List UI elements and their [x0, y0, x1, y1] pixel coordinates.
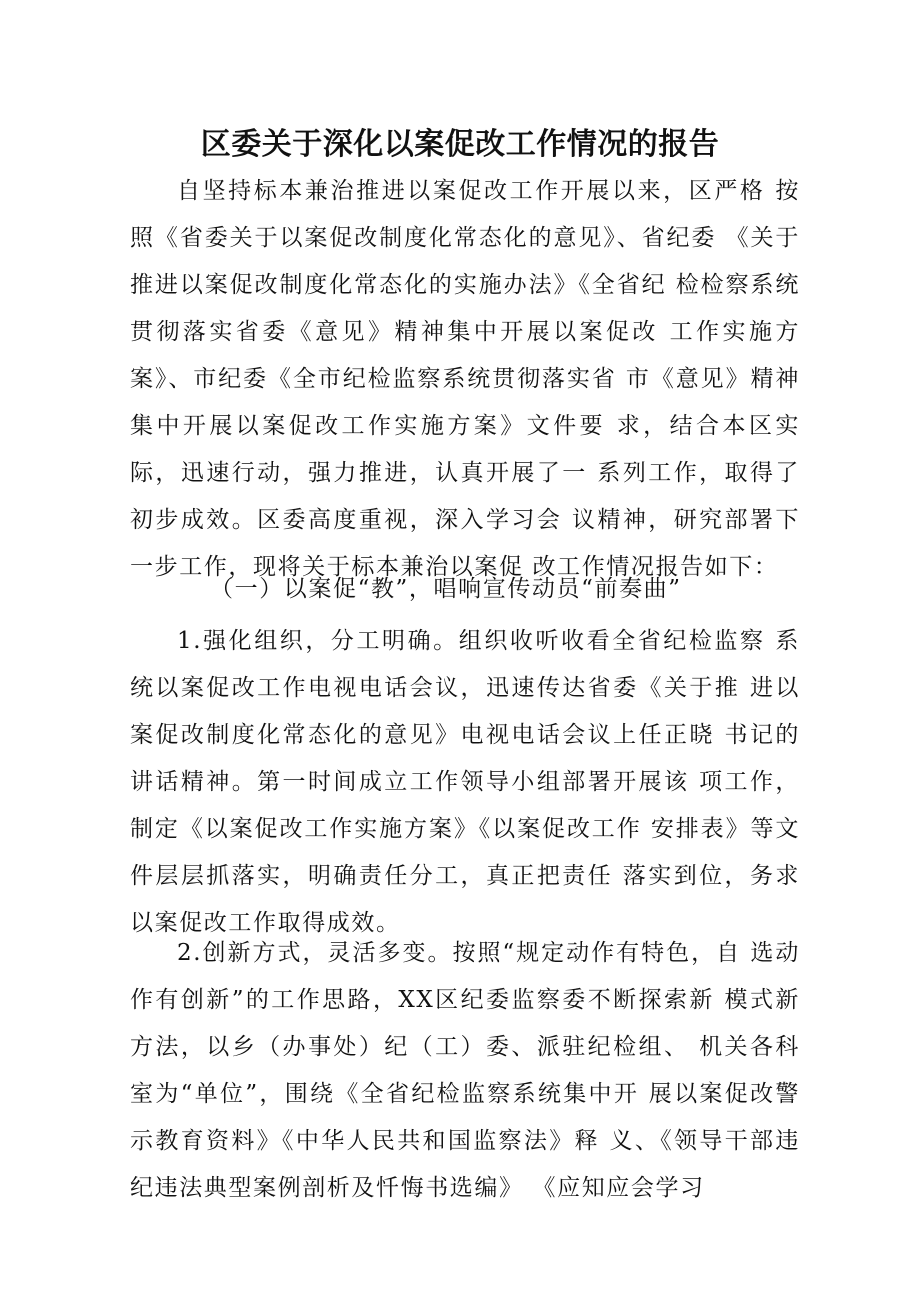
item-paragraph-2: 2.创新方式，灵活多变。按照“规定动作有特色，自 选动作有创新”的工作思路，XX区纪委监察委不断探索新 模式新方法，以乡（办事处）纪（工）委、派驻纪检组、 机关各科室为“单位”，围绕《全省纪检监察系统集中开 展以案促改警示教育资料》《中华人民共和国监察法》释 义、《领导干部违纪违法典型案例剖析及忏悔书选编》 《应知应会学习 [130, 940, 800, 1201]
section-heading: （一）以案促“教”，唱响宣传动员“前奏曲” [210, 576, 682, 602]
item-paragraph-1: 1.强化组织，分工明确。组织收听收看全省纪检监察 系统以案促改工作电视电话会议，迅速传达省委《关于推 进以案促改制度化常态化的意见》电视电话会议上任正晓 书记的讲话精神。第一时间成立工作领导小组部署开展该 项工作，制定《以案促改工作实施方案》《以案促改工作 安排表》等文件层层抓落实，明确责任分工，真正把责任 落实到位，务求以案促改工作取得成效。 [130, 628, 800, 936]
document-title: 区委关于深化以案促改工作情况的报告 [200, 127, 720, 162]
intro-paragraph: 自坚持标本兼治推进以案促改工作开展以来，区严格 按照《省委关于以案促改制度化常态化的意见》、省纪委 《关于推进以案促改制度化常态化的实施办法》《全省纪 检检察系统贯彻落实省委《意见》精神集中开展以案促改 工作实施方案》、市纪委《全市纪检监察系统贯彻落实省 市《意见》精神集中开展以案促改工作实施方案》文件要 求，结合本区实际，迅速行动，强力推进，认真开展了一 系列工作，取得了初步成效。区委高度重视，深入学习会 议精神，研究部署下一步工作，现将关于标本兼治以案促 改工作情况报告如下： [130, 178, 800, 580]
